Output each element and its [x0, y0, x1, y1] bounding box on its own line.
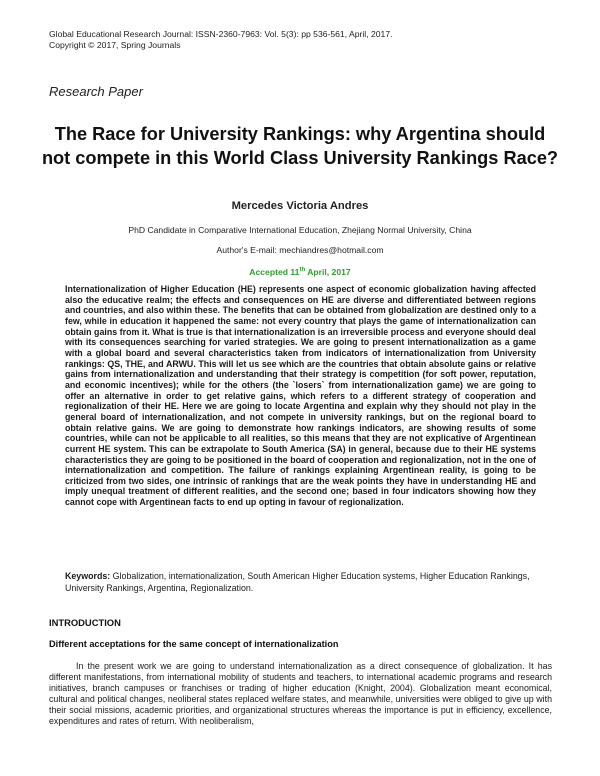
keywords [65, 571, 536, 594]
section-heading-introduction: INTRODUCTION [49, 617, 121, 628]
abstract: Internationalization of Higher Education (HE) represents one aspect of economic globalization having affected also the educative realm; the effects and consequences on HE are diverse and differentiated between regions and countries, and also within these. The benefits that can be obtained from globalization are destined only to a few, while in education it happened the same: not every country that plays the game of internationalization can obtain gains from it. What is true is that internationalization is an irreversible process and everyone should deal with its consequences searching for varied strategies. We are going to present internationalization as a game with a global board and several characteristics taken from indicators of internationalization from University rankings: QS, THE, and ARWU. This will let us see which are the countries that obtain absolute gains or relative gains from internationalization and understanding that their strategy is competition (for soft power, reputation, and economic incentives); while for the others (the `losers` from internationalization game) we are going to offer an alternative in order to get relative gains, which refers to a different strategy of cooperation and regionalization of their HE. Here we are going to locate Argentina and explain why they should not play in the general board of internationalization, and not compete in university rankings, but on the regional board to obtain relative gains. We are going to demonstrate how rankings indicators, are showing results of some countries, while can not be applicable to all realities, so this means that they are not explicative of Argentinean current HE system. This can be extrapolate to South America (SA) in general, because due to their HE systems characteristics they are going to be positioned in the board of cooperation and regionalization, not in the one of internationalization and competition. The failure of rankings explaining Argentinean reality, is going to be criticized from two sides, one intrinsic of rankings that are the weak points they have in understanding HE and imply unequal treatment of different realities, and the second one; based in four indicators showing how they cannot cope with Argentinean facts to end up opting in favour of regionalization. [65, 284, 536, 508]
author-email: Author's E-mail: mechiandres@hotmail.com [216, 245, 384, 255]
accepted-suffix: April, 2017 [305, 267, 351, 277]
journal-header [49, 29, 393, 51]
author-affiliation: PhD Candidate in Comparative International Education, Zhejiang Normal University, China [128, 225, 472, 235]
paper-title: The Race for University Rankings: why Argentina should not compete in this World Class University Rankings Race? [41, 124, 559, 168]
keywords-label: Keywords: [65, 571, 111, 581]
accepted-ordinal: th [299, 267, 306, 274]
introduction-paragraph: In the present work we are going to understand internationalization as a direct consequence of globalization. It has different manifestations, from international mobility of students and teachers, to international academic programs and research initiatives, branch campuses or franchises or trading of higher education (Knight, 2004). Globalization meant economical, cultural and political changes, neoliberal states replaced welfare states, and meanwhile, universities were obliged to give up with their social missions, academic priorities, and organizational structures whereas the importance is put in efficiency, excellence, expenditures and rates of return. With neoliberalism, [49, 661, 552, 726]
author-name: Mercedes Victoria Andres [231, 200, 369, 212]
subsection-heading: Different acceptations for the same concept of internationalization [49, 639, 339, 649]
keywords-text: Globalization, internationalization, South American Higher Education systems, Higher Education Rankings, University Rankings, Argentina, Regionalization. [65, 571, 530, 593]
accepted-date [0, 267, 600, 277]
paper-type-label: Research Paper [49, 84, 143, 99]
journal-citation: Global Educational Research Journal: ISSN-2360-7963: Vol. 5(3): pp 536-561, April, 2017. [49, 29, 393, 39]
copyright-notice: Copyright © 2017, Spring Journals [49, 40, 181, 50]
accepted-prefix: Accepted 11 [249, 267, 300, 277]
